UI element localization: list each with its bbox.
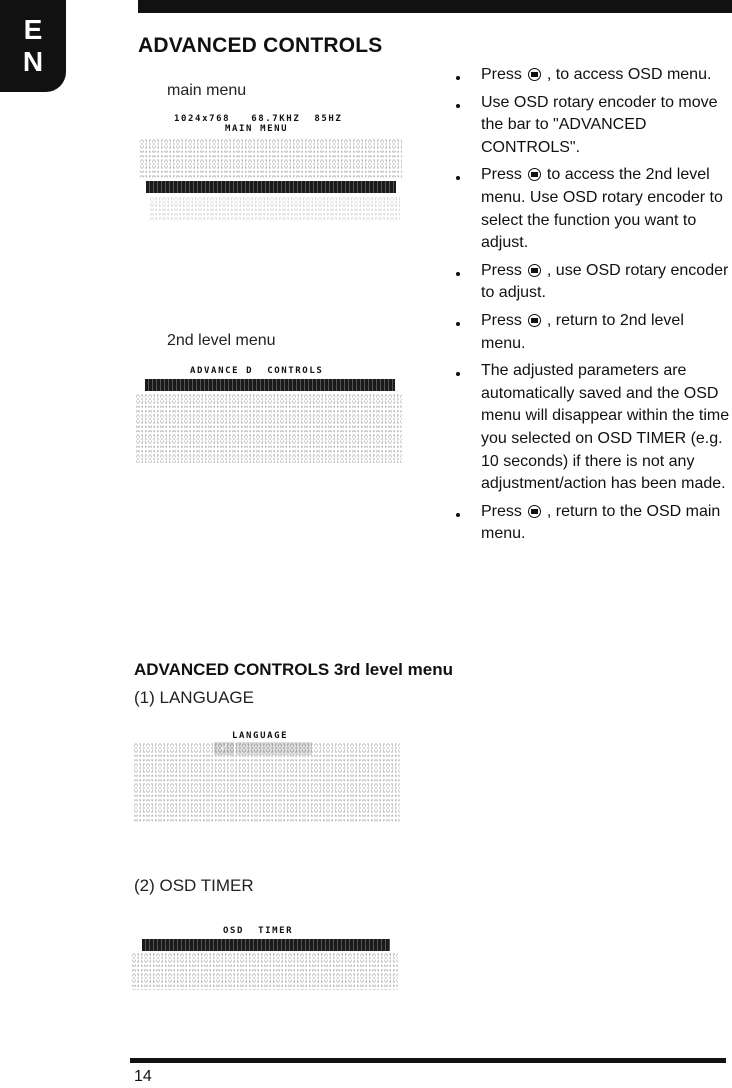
menu-button-icon (528, 68, 541, 81)
page-number: 14 (134, 1068, 152, 1085)
third-level-heading: ADVANCED CONTROLS 3rd level menu (134, 660, 453, 679)
menu-button-icon (528, 505, 541, 518)
step-item: Press , use OSD rotary encoder to adjust. (452, 260, 732, 305)
step-item: Press , return to 2nd level menu. (452, 310, 732, 355)
step-item: The adjusted parameters are automatically saved and the OSD menu will disappear within the time you selected on OSD TIMER (e.g. 10 seconds) if there is not any adjustment/action has been made. (452, 360, 732, 496)
main-menu-osd-items (140, 138, 402, 178)
language-osd-options (134, 742, 400, 822)
menu-button-icon (528, 264, 541, 277)
language-osd-title: LANGUAGE (232, 731, 289, 741)
step-item: Press , to access OSD menu. (452, 64, 732, 87)
language-tab (0, 0, 66, 92)
osd-timer-highlight-bar (142, 939, 390, 951)
osd-timer-osd-options (132, 952, 398, 990)
footer-rule (130, 1058, 726, 1063)
step-list (452, 64, 732, 551)
header-rule (138, 0, 732, 13)
main-menu-label: main menu (167, 82, 247, 99)
step-item: Press to access the 2nd level menu. Use OSD rotary encoder to select the function you want to adjust. (452, 164, 732, 254)
osd-timer-osd-title: OSD TIMER (223, 926, 294, 936)
main-menu-resolution: 1024x768 68.7KHZ 85HZ (174, 114, 343, 124)
language-label: (1) LANGUAGE (134, 688, 254, 707)
second-menu-label: 2nd level menu (167, 332, 276, 349)
main-menu-title: MAIN MENU (225, 124, 289, 134)
second-menu-title: ADVANCE D CONTROLS (190, 366, 324, 376)
main-menu-osd-lower-items (150, 196, 400, 220)
page-title: ADVANCED CONTROLS (138, 34, 383, 57)
step-item: Press , return to the OSD main menu. (452, 501, 732, 546)
menu-button-icon (528, 314, 541, 327)
second-menu-osd-items (136, 393, 402, 463)
language-tab-letter-e: E (23, 14, 43, 45)
language-tab-letter-n: N (22, 46, 44, 77)
step-item: Use OSD rotary encoder to move the bar to "ADVANCED CONTROLS". (452, 92, 732, 160)
osd-timer-label: (2) OSD TIMER (134, 876, 254, 895)
second-menu-highlight-bar (145, 379, 395, 391)
main-menu-highlight-bar (146, 181, 396, 193)
menu-button-icon (528, 168, 541, 181)
